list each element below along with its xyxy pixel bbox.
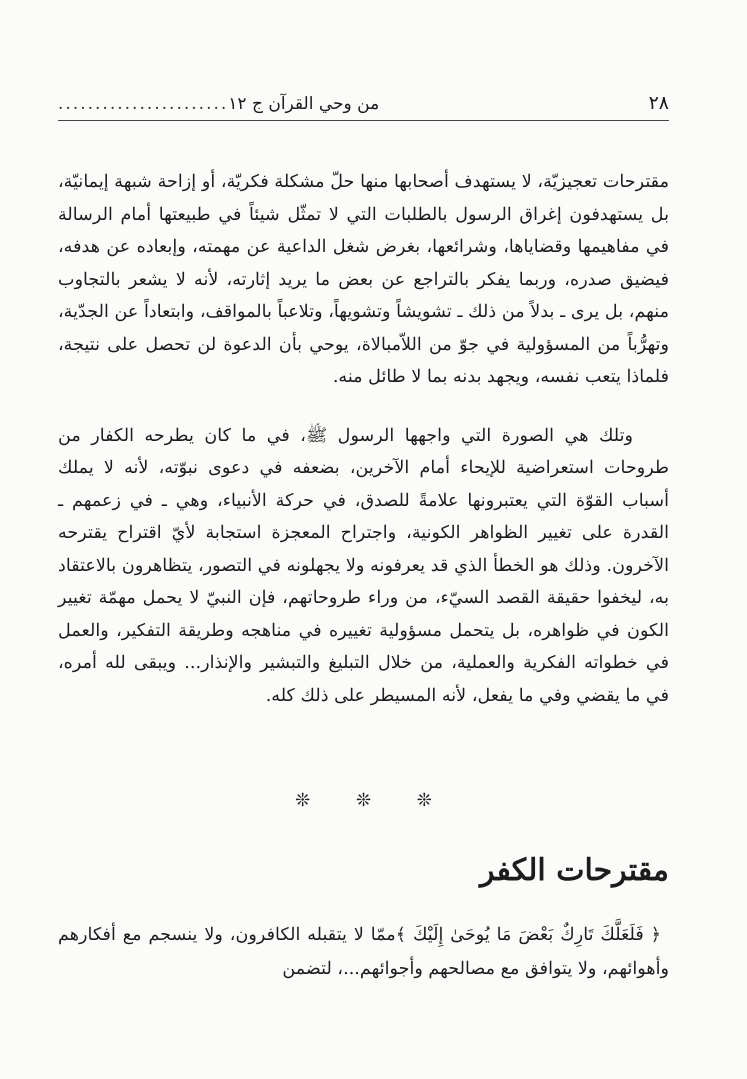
header-rule [58,120,669,121]
paragraph-2: وتلك هي الصورة التي واجهها الرسول ﷺ، في ما كان يطرحه الكفار من طروحات استعراضية للإيحاء أمام الآخرين، بضعفه في دعوى نبوّته، لأنه لا يملك أسباب القوّة التي يعتبرونها علامةً للصدق، في حركة الأنبياء، وهي ـ في زعمهم ـ القدرة على تغيير الظواهر الكونية، واجتراح المعجزة استجابة لأيّ اقتراح يقترحه الآخرون. وذلك هو الخطأ الذي قد يعرفونه ولا يجهلونه في التصور، يتظاهرون بالاعتقاد به، ليخفوا حقيقة القصد السيّء، من وراء طروحاتهم، فإن النبيّ لا يحمل مهمّة تغيير الكون في ظواهره، بل يتحمل مسؤولية تغييره في مناهجه وطريقة التفكير، والعمل في خطواته الفكرية والعملية، من خلال التبليغ والتبشير والإنذار... ويبقى لله أمره، في ما يقضي وفي ما يفعل، لأنه المسيطر على ذلك كله. [58,425,669,706]
section-text [58,918,669,986]
paragraph-1: مقترحات تعجيزيّة، لا يستهدف أصحابها منها حلّ مشكلة فكريّة، أو إزاحة شبهة إيمانيّة، بل يستهدفون إغراق الرسول بالطلبات التي لا تمثّل شيئاً في طبيعتها أمام الرسالة في مفاهيمها وقضاياها، وشرائعها، بغرض شغل الداعية عن مهمته، وإبعاده عن هدفه، فيضيق صدره، وربما يفكر بالتراجع عن بعض ما يريد إثارته، لأنه لا يشعر بالتجاوب منهم، بل يرى ـ بدلاً من ذلك ـ تشويشاً وتشويهاً، وتلاعباً بالمواقف، وابتعاداً عن الجدّية، وتهرُّباً من المسؤولية في جوّ من اللاّمبالاة، يوحي بأن الدعوة لن تحصل على نتيجة، فلماذا يتعب نفسه، ويجهد بدنه بما لا طائل منه. [58,172,669,387]
running-header [58,94,379,114]
running-title: من وحي القرآن ج ١٢ [228,94,380,114]
page-number: ٢٨ [648,92,669,114]
section-heading: مقترحات الكفر [480,853,669,888]
section-separator: ❊ ❊ ❊ [295,790,452,811]
page-header [58,92,669,114]
main-text [58,166,669,712]
leader-dots: ....................... [58,94,229,114]
section-paragraph: ﴿ فَلَعَلَّكَ تَارِكٌ بَعْضَ مَا يُوحَىٰ إِلَيْكَ ﴾ممّا لا يتقبله الكافرون، ولا ينسجم مع أفكارهم وأهوائهم، ولا يتوافق مع مصالحهم وأجوائهم...، لتضمن [58,925,669,979]
